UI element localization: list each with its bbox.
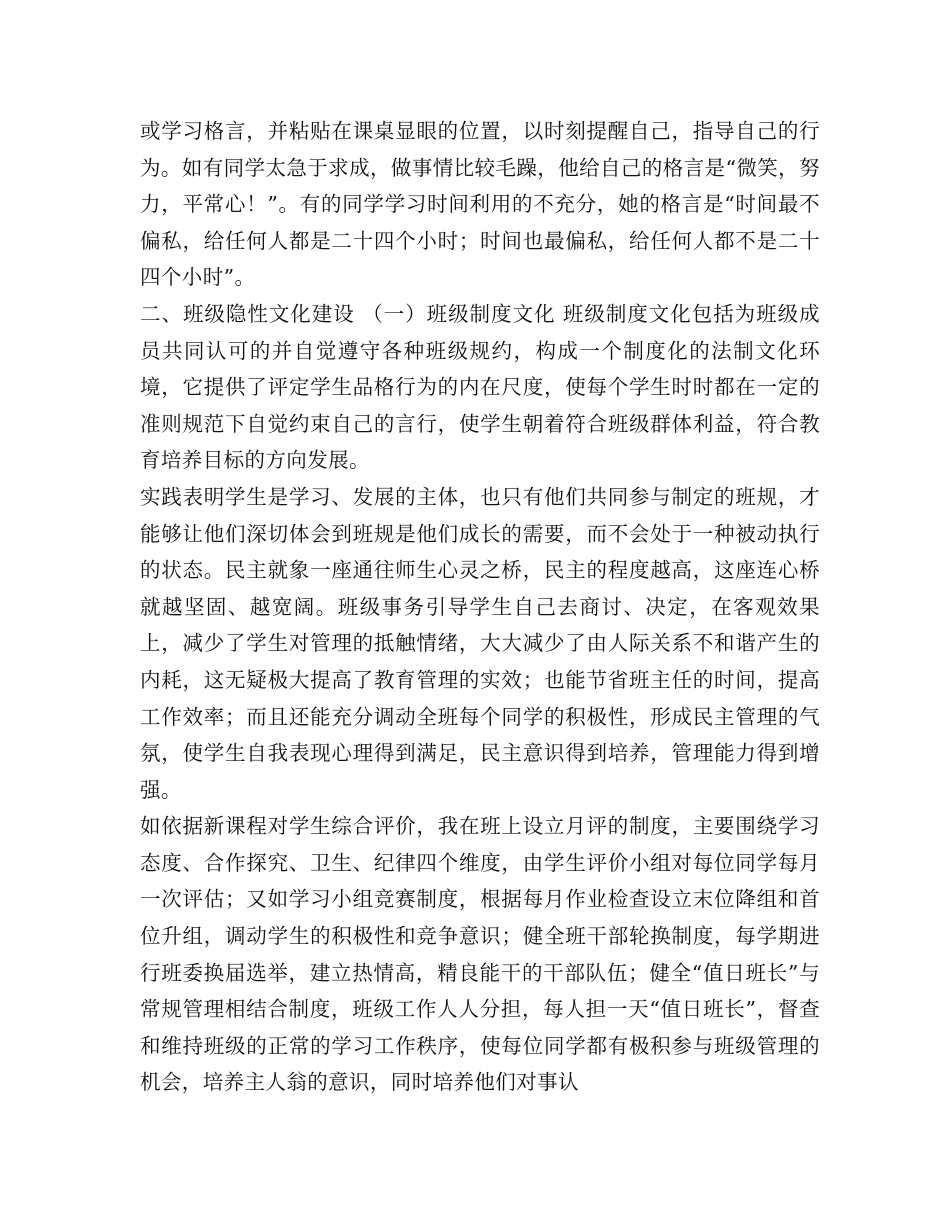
paragraph-3: 实践表明学生是学习、发展的主体，也只有他们共同参与制定的班规，才能够让他们深切体会到班规是他们成长的需要，而不会处于一种被动执行的状态。民主就象一座通往师生心灵之桥，民主的程度越高，这座连心桥就越坚固、越宽阔。班级事务引导学生自己去商讨、决定，在客观效果上，减少了学生对管理的抵触情绪，大大减少了由人际关系不和谐产生的内耗，这无疑极大提高了教育管理的实效；也能节省班主任的时间，提高工作效率；而且还能充分调动全班每个同学的积极性，形成民主管理的气氛，使学生自我表现心理得到满足，民主意识得到培养，管理能力得到增强。 xyxy=(140,484,820,802)
body-text xyxy=(140,113,820,1101)
paragraph-2: 二、班级隐性文化建设 （一）班级制度文化 班级制度文化包括为班级成员共同认可的并自觉遵守各种班级规约，构成一个制度化的法制文化环境，它提供了评定学生品格行为的内在尺度，使每个学生时时都在一定的准则规范下自觉约束自己的言行，使学生朝着符合班级群体利益，符合教育培养目标的方向发展。 xyxy=(140,301,820,473)
paragraph-4: 如依据新课程对学生综合评价，我在班上设立月评的制度，主要围绕学习态度、合作探究、卫生、纪律四个维度，由学生评价小组对每位同学每月一次评估；又如学习小组竞赛制度，根据每月作业检查设立末位降组和首位升组，调动学生的积极性和竞争意识；健全班干部轮换制度，每学期进行班委换届选举，建立热情高，精良能干的干部队伍；健全“值日班长”与常规管理相结合制度，班级工作人人分担，每人担一天“值日班长”，督查和维持班级的正常的学习工作秩序，使每位同学都有极积参与班级管理的机会，培养主人翁的意识，同时培养他们对事认 xyxy=(140,814,820,1095)
paragraph-1: 或学习格言，并粘贴在课桌显眼的位置，以时刻提醒自己，指导自己的行为。如有同学太急于求成，做事情比较毛躁，他给自己的格言是“微笑，努力，平常心！”。有的同学学习时间利用的不充分，她的格言是“时间最不偏私，给任何人都是二十四个小时；时间也最偏私，给任何人都不是二十四个小时”。 xyxy=(140,119,820,290)
